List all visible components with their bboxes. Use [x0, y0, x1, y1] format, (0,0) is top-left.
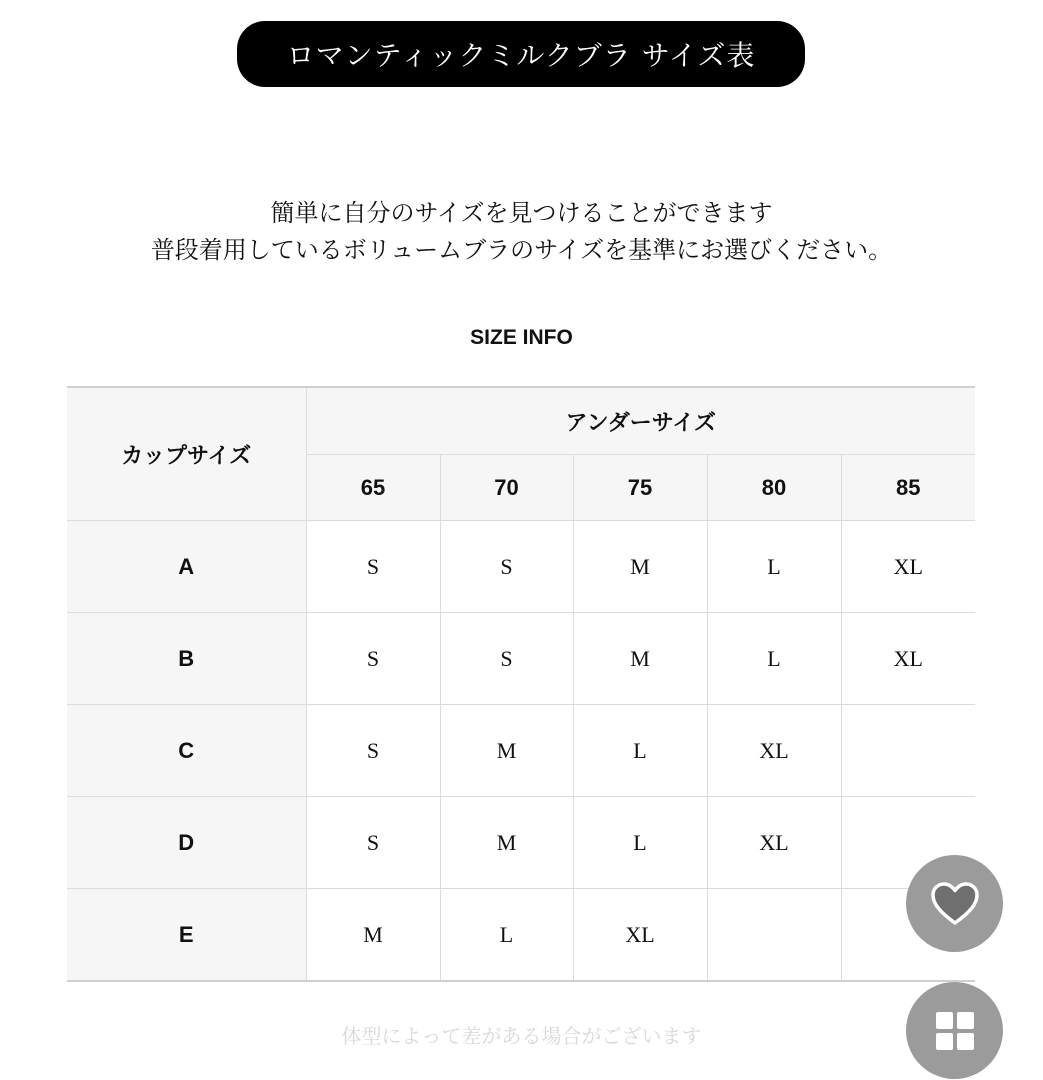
section-heading: SIZE INFO	[470, 326, 573, 349]
size-cell: M	[573, 521, 707, 613]
table-row	[67, 797, 975, 889]
size-table	[67, 386, 975, 982]
under-size-65: 65	[306, 455, 440, 521]
size-cell: XL	[841, 521, 975, 613]
size-cell: L	[707, 521, 841, 613]
table-row	[67, 613, 975, 705]
size-cell: S	[440, 613, 573, 705]
size-cell: M	[306, 889, 440, 982]
under-size-80: 80	[707, 455, 841, 521]
under-size-header: アンダーサイズ	[306, 387, 975, 455]
cup-label: D	[67, 797, 306, 889]
size-cell	[841, 705, 975, 797]
page-title-text: ロマンティックミルクブラ サイズ表	[286, 39, 756, 72]
cup-label: E	[67, 889, 306, 982]
size-cell: XL	[707, 797, 841, 889]
cup-size-header: カップサイズ	[67, 387, 306, 521]
intro-line-2: 普段着用しているボリュームブラのサイズを基準にお選びください。	[150, 236, 893, 264]
intro-line-1: 簡単に自分のサイズを見つけることができます	[270, 199, 773, 227]
size-cell: M	[440, 797, 573, 889]
size-cell	[707, 889, 841, 982]
under-size-75: 75	[573, 455, 707, 521]
size-cell: XL	[573, 889, 707, 982]
size-cell: L	[440, 889, 573, 982]
table-row	[67, 521, 975, 613]
size-cell: S	[440, 521, 573, 613]
size-cell: L	[707, 613, 841, 705]
favorite-button[interactable]	[906, 855, 1003, 952]
cup-label: B	[67, 613, 306, 705]
size-cell: XL	[707, 705, 841, 797]
menu-grid-button[interactable]	[906, 982, 1003, 1079]
under-size-70: 70	[440, 455, 573, 521]
table-header-row	[67, 387, 975, 455]
table-row	[67, 889, 975, 982]
grid-icon	[935, 1011, 975, 1051]
size-cell: S	[306, 705, 440, 797]
size-cell: S	[306, 613, 440, 705]
size-cell: L	[573, 797, 707, 889]
page-title	[237, 21, 805, 87]
footnote: 体型によって差がある場合がございます	[341, 1024, 702, 1048]
size-cell: M	[573, 613, 707, 705]
cup-label: C	[67, 705, 306, 797]
under-size-85: 85	[841, 455, 975, 521]
size-cell: XL	[841, 613, 975, 705]
cup-label: A	[67, 521, 306, 613]
size-cell: S	[306, 797, 440, 889]
size-cell: M	[440, 705, 573, 797]
heart-icon	[930, 882, 980, 926]
size-cell: S	[306, 521, 440, 613]
size-cell: L	[573, 705, 707, 797]
table-row	[67, 705, 975, 797]
